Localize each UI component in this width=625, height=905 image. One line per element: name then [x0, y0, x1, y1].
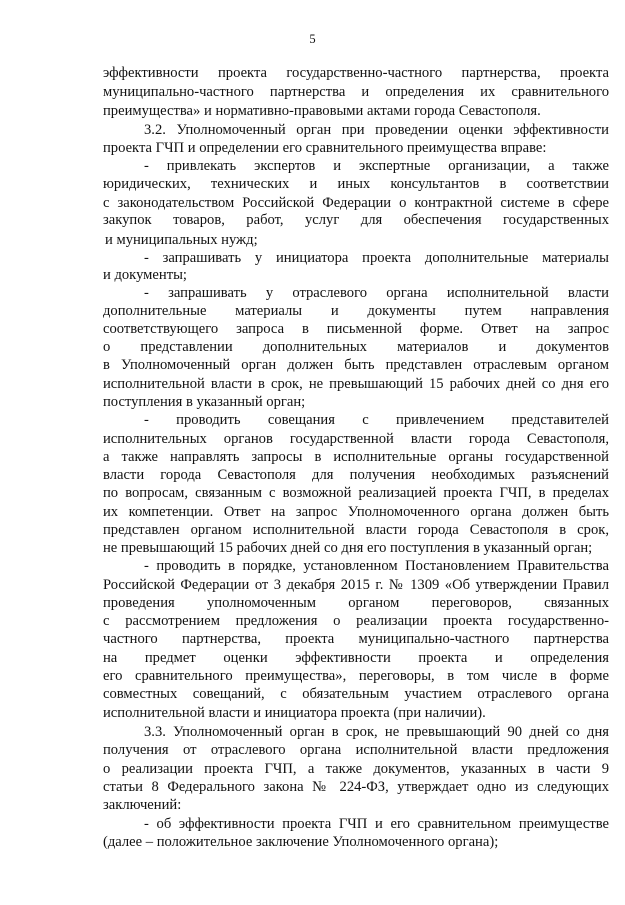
text-line: с рассмотрением предложения о реализации проекта государственно- [103, 613, 609, 629]
text-line: исполнительных органов государственной власти города Севастополя, [103, 431, 609, 447]
text-line: исполнительной власти в срок, не превышающий 15 рабочих дней со дня его [103, 376, 609, 392]
text-line: получения от отраслевого органа исполнительной власти предложения [103, 742, 609, 758]
text-line: и муниципальных нужд; [105, 232, 258, 248]
text-line: о представлении дополнительных материалов и документов [103, 339, 609, 355]
text-line: в Уполномоченный орган должен быть представлен отраслевым органом [103, 357, 609, 373]
text-line: и документы; [103, 267, 187, 283]
text-line: - об эффективности проекта ГЧП и его сравнительном преимуществе [144, 816, 609, 832]
text-line: с законодательством Российской Федерации о контрактной системе в сфере [103, 195, 609, 211]
text-line: по вопросам, связанным с возможной реализацией проекта ГЧП, в пределах [103, 485, 609, 501]
text-line: - проводить в порядке, установленном Постановлением Правительства [144, 558, 609, 574]
text-line: власти города Севастополя для получения необходимых разъяснений [103, 467, 609, 483]
text-line: эффективности проекта государственно-частного партнерства, проекта [103, 65, 609, 81]
text-line: их компетенции. Ответ на запрос Уполномоченного органа должен быть [103, 504, 609, 520]
text-line: Российской Федерации от 3 декабря 2015 г. № 1309 «Об утверждении Правил [103, 577, 609, 593]
text-line: дополнительные материалы и документы путем направления [103, 303, 609, 319]
text-line: не превышающий 15 рабочих дней со дня его поступления в указанный орган; [103, 540, 593, 556]
text-line: его сравнительного преимущества», переговоры, в том числе в форме [103, 668, 609, 684]
text-line: о реализации проекта ГЧП, а также документов, указанных в части 9 [103, 761, 609, 777]
text-line: совместных совещаний, с обязательным участием отраслевого органа [103, 686, 609, 702]
text-line: статьи 8 Федерального закона № 224-ФЗ, утверждает одно из следующих [103, 779, 609, 795]
text-line: исполнительной власти и инициатора проекта (при наличии). [103, 705, 486, 721]
text-line: преимущества» и нормативно-правовыми актами города Севастополя. [103, 103, 541, 119]
text-line: заключений: [103, 797, 182, 813]
text-line: на предмет оценки эффективности проекта и определения [103, 650, 609, 666]
text-line: юридических, технических и иных консультантов в соответствии [103, 176, 609, 192]
text-line: а также направлять запросы в исполнительные органы государственной [103, 449, 609, 465]
text-line: проведения уполномоченным органом переговоров, связанных [103, 595, 609, 611]
text-line: проекта ГЧП и определении его сравнительного преимущества вправе: [103, 140, 547, 156]
text-line: муниципально-частного партнерства и определения их сравнительного [103, 84, 609, 100]
text-line: 3.3. Уполномоченный орган в срок, не превышающий 90 дней со дня [144, 724, 609, 740]
page-number: 5 [309, 32, 316, 46]
text-line: представлен органом исполнительной власти города Севастополя в срок, [103, 522, 609, 538]
text-line: соответствующего запроса в письменной форме. Ответ на запрос [103, 321, 609, 337]
text-line: - запрашивать у инициатора проекта дополнительные материалы [144, 250, 609, 266]
text-line: частного партнерства, проекта муниципально-частного партнерства [103, 631, 609, 647]
text-line: поступления в указанный орган; [103, 394, 306, 410]
text-line: 3.2. Уполномоченный орган при проведении оценки эффективности [144, 122, 609, 138]
text-line: - привлекать экспертов и экспертные организации, а также [144, 158, 609, 174]
text-line: - запрашивать у отраслевого органа исполнительной власти [144, 285, 609, 301]
text-line: (далее – положительное заключение Уполномоченного органа); [103, 834, 499, 850]
text-line: закупок товаров, работ, услуг для обеспечения государственных [103, 212, 609, 228]
text-line: - проводить совещания с привлечением представителей [144, 412, 609, 428]
